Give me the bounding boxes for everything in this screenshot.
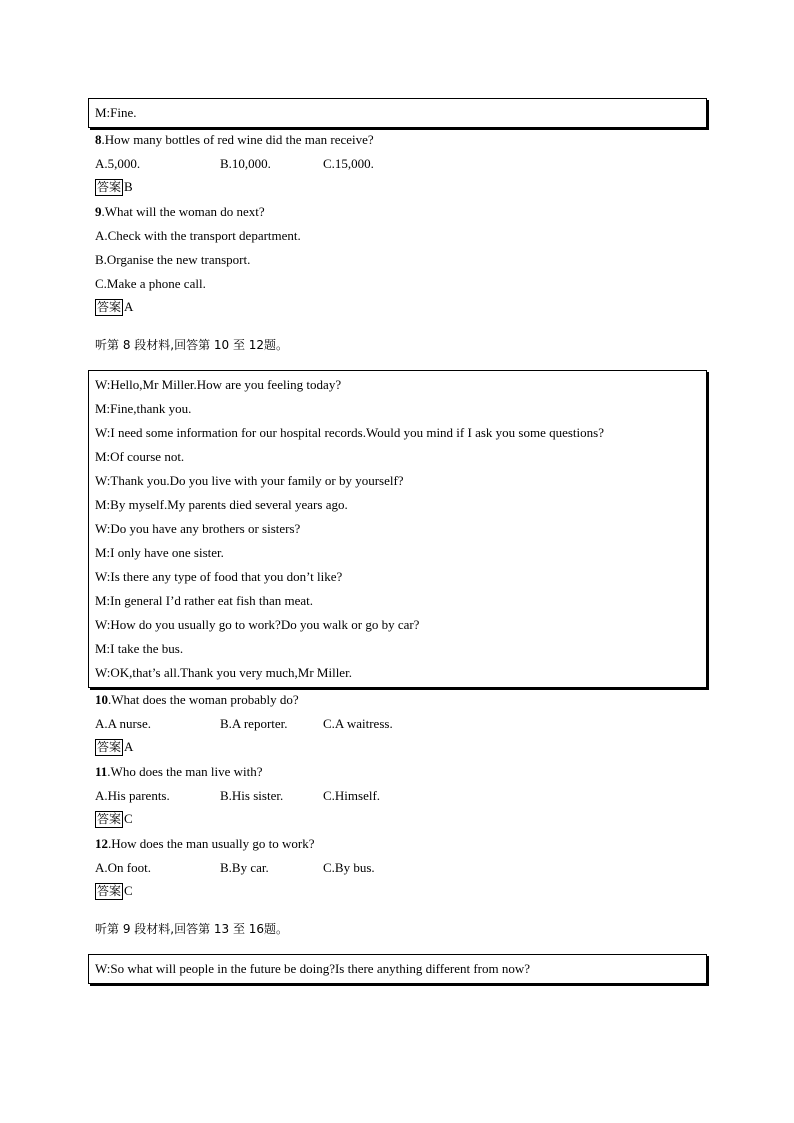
dialogue-line: W:I need some information for our hospital records.Would you mind if I ask you some questions? (95, 425, 604, 440)
dialogue-line: M:I only have one sister. (95, 545, 224, 560)
option-c: C.A waitress. (323, 716, 393, 731)
dialogue-line: M:Fine,thank you. (95, 401, 192, 416)
dialogue-line: W:Thank you.Do you live with your family or by yourself? (95, 473, 404, 488)
answer-tag: 答案 (97, 812, 122, 826)
answer-value: C (124, 811, 133, 826)
answer-10 (95, 739, 133, 756)
answer-value: B (124, 179, 133, 194)
answer-value: A (124, 739, 134, 754)
question-text: .What does the woman probably do? (108, 692, 299, 707)
option-b: B.Organise the new transport. (95, 252, 251, 267)
question-text: .How does the man usually go to work? (108, 836, 315, 851)
option-b: B.His sister. (220, 788, 284, 803)
section-heading-9: 听第 9 段材料,回答第 13 至 16题。 (95, 922, 289, 936)
dialogue-line: W:OK,that’s all.Thank you very much,Mr Miller. (95, 665, 352, 680)
question-number: 11 (95, 764, 108, 779)
option-a: A.His parents. (95, 788, 170, 803)
option-a: A.5,000. (95, 156, 141, 171)
option-c: C.15,000. (323, 156, 374, 171)
section-heading-8: 听第 8 段材料,回答第 10 至 12题。 (95, 338, 289, 352)
question-text: .What will the woman do next? (101, 204, 265, 219)
question-number: 9 (95, 204, 102, 219)
option-a: A.On foot. (95, 860, 151, 875)
option-b: B.By car. (220, 860, 269, 875)
question-11 (95, 764, 263, 780)
dialogue-line: M:I take the bus. (95, 641, 184, 656)
dialogue-line: M:By myself.My parents died several years ago. (95, 497, 348, 512)
question-text: .How many bottles of red wine did the man receive? (101, 132, 374, 147)
option-a: A.Check with the transport department. (95, 228, 301, 243)
question-number: 10 (95, 692, 108, 707)
dialogue-line: W:Hello,Mr Miller.How are you feeling today? (95, 377, 342, 392)
dialogue-box-bottom (88, 954, 707, 984)
question-12 (95, 836, 315, 852)
answer-tag: 答案 (97, 884, 122, 898)
answer-tag: 答案 (97, 180, 122, 194)
dialogue-line: M:In general I’d rather eat fish than meat. (95, 593, 314, 608)
answer-tag: 答案 (97, 300, 122, 314)
option-a: A.A nurse. (95, 716, 151, 731)
option-b: B.A reporter. (220, 716, 288, 731)
answer-12 (95, 883, 133, 900)
question-text: .Who does the man live with? (107, 764, 263, 779)
answer-9 (95, 299, 133, 316)
dialogue-box-top (88, 98, 707, 128)
dialogue-line: W:How do you usually go to work?Do you walk or go by car? (95, 617, 420, 632)
question-number: 12 (95, 836, 108, 851)
option-c: C.Himself. (323, 788, 381, 803)
option-c: C.By bus. (323, 860, 375, 875)
answer-value: C (124, 883, 133, 898)
dialogue-line: W:Do you have any brothers or sisters? (95, 521, 301, 536)
dialogue-line: W:So what will people in the future be doing?Is there anything different from now? (95, 961, 531, 976)
option-b: B.10,000. (220, 156, 271, 171)
answer-8 (95, 179, 133, 196)
question-8 (95, 132, 374, 148)
dialogue-line: M:Fine. (95, 105, 137, 120)
answer-tag: 答案 (97, 740, 122, 754)
answer-11 (95, 811, 133, 828)
dialogue-box-mid (88, 370, 707, 688)
answer-value: A (124, 299, 134, 314)
dialogue-line: M:Of course not. (95, 449, 185, 464)
option-c: C.Make a phone call. (95, 276, 206, 291)
question-10 (95, 692, 299, 708)
question-9 (95, 204, 265, 220)
dialogue-line: W:Is there any type of food that you don’t like? (95, 569, 343, 584)
question-number: 8 (95, 132, 102, 147)
